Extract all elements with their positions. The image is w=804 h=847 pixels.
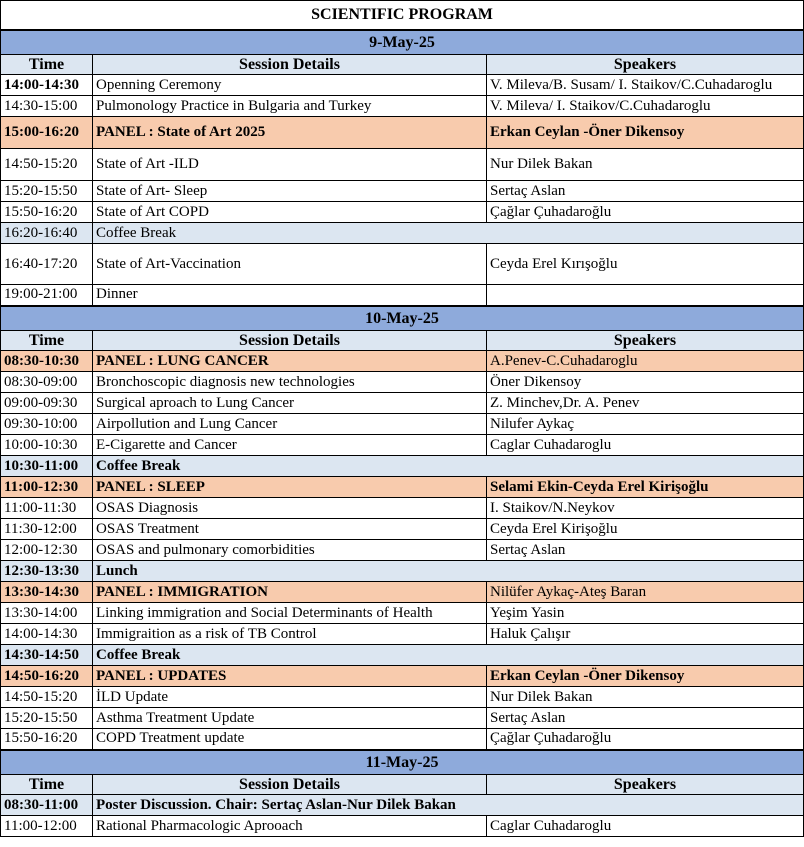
- session-row: [1, 75, 804, 96]
- session-row: [1, 149, 804, 181]
- session-time: 14:30-14:50: [1, 645, 93, 666]
- session-details: Pulmonology Practice in Bulgaria and Turkey: [93, 96, 487, 117]
- session-speakers: Çağlar Çuhadaroğlu: [487, 729, 804, 750]
- session-speakers: Nur Dilek Bakan: [487, 149, 804, 181]
- session-row: [1, 519, 804, 540]
- session-details: Asthma Treatment Update: [93, 708, 487, 729]
- session-time: 09:00-09:30: [1, 393, 93, 414]
- column-header-row: [1, 331, 804, 351]
- column-header-speakers: Speakers: [487, 775, 804, 795]
- session-speakers: Ceyda Erel Kirişoğlu: [487, 519, 804, 540]
- column-header-time: Time: [1, 775, 93, 795]
- program-title: SCIENTIFIC PROGRAM: [1, 1, 804, 30]
- session-time: 08:30-11:00: [1, 795, 93, 816]
- session-speakers: Caglar Cuhadaroglu: [487, 435, 804, 456]
- session-speakers: Z. Minchev,Dr. A. Penev: [487, 393, 804, 414]
- column-header-speakers: Speakers: [487, 55, 804, 75]
- session-row: [1, 285, 804, 306]
- session-details: Openning Ceremony: [93, 75, 487, 96]
- session-details: PANEL : SLEEP: [93, 477, 487, 498]
- break-row: [1, 223, 804, 244]
- session-row: [1, 624, 804, 645]
- panel-row: [1, 582, 804, 603]
- day-date: 11-May-25: [1, 750, 804, 775]
- session-details: Coffee Break: [93, 223, 804, 244]
- panel-row: [1, 666, 804, 687]
- day-date: 10-May-25: [1, 306, 804, 331]
- session-speakers: Caglar Cuhadaroglu: [487, 816, 804, 837]
- session-details: Surgical aproach to Lung Cancer: [93, 393, 487, 414]
- day-date: 9-May-25: [1, 30, 804, 55]
- column-header-time: Time: [1, 331, 93, 351]
- session-time: 13:30-14:30: [1, 582, 93, 603]
- session-time: 11:00-12:00: [1, 816, 93, 837]
- column-header-row: [1, 775, 804, 795]
- session-row: [1, 181, 804, 202]
- column-header-time: Time: [1, 55, 93, 75]
- session-time: 15:50-16:20: [1, 729, 93, 750]
- session-row: [1, 708, 804, 729]
- session-row: [1, 372, 804, 393]
- session-details: State of Art -ILD: [93, 149, 487, 181]
- day-header-row: [1, 750, 804, 775]
- session-row: [1, 393, 804, 414]
- session-time: 14:00-14:30: [1, 75, 93, 96]
- session-speakers: Haluk Çalışır: [487, 624, 804, 645]
- session-speakers: Sertaç Aslan: [487, 181, 804, 202]
- break-row: [1, 645, 804, 666]
- session-speakers: Öner Dikensoy: [487, 372, 804, 393]
- session-row: [1, 435, 804, 456]
- session-speakers: Erkan Ceylan -Öner Dikensoy: [487, 117, 804, 149]
- session-details: İLD Update: [93, 687, 487, 708]
- session-time: 11:00-12:30: [1, 477, 93, 498]
- panel-row: [1, 351, 804, 372]
- session-speakers: I. Staikov/N.Neykov: [487, 498, 804, 519]
- session-time: 15:20-15:50: [1, 708, 93, 729]
- session-details: E-Cigarette and Cancer: [93, 435, 487, 456]
- session-time: 14:30-15:00: [1, 96, 93, 117]
- session-row: [1, 687, 804, 708]
- session-details: Lunch: [93, 561, 804, 582]
- session-time: 14:50-15:20: [1, 149, 93, 181]
- session-speakers: A.Penev-C.Cuhadaroglu: [487, 351, 804, 372]
- session-details: Dinner: [93, 285, 487, 306]
- program-table-body: [1, 1, 804, 837]
- session-time: 16:20-16:40: [1, 223, 93, 244]
- session-speakers: Nilufer Aykaç: [487, 414, 804, 435]
- session-details: Airpollution and Lung Cancer: [93, 414, 487, 435]
- session-time: 15:20-15:50: [1, 181, 93, 202]
- session-speakers: Çağlar Çuhadaroğlu: [487, 202, 804, 223]
- session-time: 16:40-17:20: [1, 244, 93, 285]
- session-time: 14:00-14:30: [1, 624, 93, 645]
- session-details: Immigraition as a risk of TB Control: [93, 624, 487, 645]
- day-header-row: [1, 30, 804, 55]
- session-details: PANEL : IMMIGRATION: [93, 582, 487, 603]
- session-time: 14:50-16:20: [1, 666, 93, 687]
- session-time: 11:00-11:30: [1, 498, 93, 519]
- session-details: State of Art COPD: [93, 202, 487, 223]
- session-details: OSAS Diagnosis: [93, 498, 487, 519]
- poster-row: [1, 795, 804, 816]
- session-time: 15:00-16:20: [1, 117, 93, 149]
- session-speakers: Sertaç Aslan: [487, 540, 804, 561]
- title-row: [1, 1, 804, 30]
- session-details: Coffee Break: [93, 456, 804, 477]
- session-time: 10:30-11:00: [1, 456, 93, 477]
- session-speakers: Selami Ekin-Ceyda Erel Kirişoğlu: [487, 477, 804, 498]
- session-time: 08:30-09:00: [1, 372, 93, 393]
- day-header-row: [1, 306, 804, 331]
- session-details: Coffee Break: [93, 645, 804, 666]
- session-details: Linking immigration and Social Determinants of Health: [93, 603, 487, 624]
- panel-row: [1, 117, 804, 149]
- session-speakers: Yeşim Yasin: [487, 603, 804, 624]
- column-header-row: [1, 55, 804, 75]
- session-time: 12:30-13:30: [1, 561, 93, 582]
- session-speakers: Nilüfer Aykaç-Ateş Baran: [487, 582, 804, 603]
- session-time: 10:00-10:30: [1, 435, 93, 456]
- session-details: PANEL : LUNG CANCER: [93, 351, 487, 372]
- session-details: COPD Treatment update: [93, 729, 487, 750]
- session-time: 15:50-16:20: [1, 202, 93, 223]
- session-details: Poster Discussion. Chair: Sertaç Aslan-Nur Dilek Bakan: [93, 795, 804, 816]
- session-row: [1, 498, 804, 519]
- session-details: PANEL : State of Art 2025: [93, 117, 487, 149]
- session-speakers: V. Mileva/ I. Staikov/C.Cuhadaroglu: [487, 96, 804, 117]
- session-time: 09:30-10:00: [1, 414, 93, 435]
- session-row: [1, 729, 804, 750]
- session-time: 12:00-12:30: [1, 540, 93, 561]
- session-speakers: [487, 285, 804, 306]
- break-row: [1, 561, 804, 582]
- session-speakers: Erkan Ceylan -Öner Dikensoy: [487, 666, 804, 687]
- session-details: Bronchoscopic diagnosis new technologies: [93, 372, 487, 393]
- panel-row: [1, 477, 804, 498]
- session-speakers: Sertaç Aslan: [487, 708, 804, 729]
- column-header-speakers: Speakers: [487, 331, 804, 351]
- session-speakers: Ceyda Erel Kırışoğlu: [487, 244, 804, 285]
- session-time: 11:30-12:00: [1, 519, 93, 540]
- session-details: OSAS Treatment: [93, 519, 487, 540]
- session-row: [1, 414, 804, 435]
- session-row: [1, 244, 804, 285]
- session-time: 19:00-21:00: [1, 285, 93, 306]
- session-speakers: Nur Dilek Bakan: [487, 687, 804, 708]
- session-speakers: V. Mileva/B. Susam/ I. Staikov/C.Cuhadaroglu: [487, 75, 804, 96]
- column-header-session: Session Details: [93, 775, 487, 795]
- session-row: [1, 603, 804, 624]
- session-row: [1, 816, 804, 837]
- session-details: PANEL : UPDATES: [93, 666, 487, 687]
- column-header-session: Session Details: [93, 55, 487, 75]
- session-time: 08:30-10:30: [1, 351, 93, 372]
- column-header-session: Session Details: [93, 331, 487, 351]
- session-row: [1, 96, 804, 117]
- session-time: 14:50-15:20: [1, 687, 93, 708]
- break-row: [1, 456, 804, 477]
- session-row: [1, 202, 804, 223]
- session-details: Rational Pharmacologic Aprooach: [93, 816, 487, 837]
- session-details: State of Art-Vaccination: [93, 244, 487, 285]
- session-details: OSAS and pulmonary comorbidities: [93, 540, 487, 561]
- session-details: State of Art- Sleep: [93, 181, 487, 202]
- session-row: [1, 540, 804, 561]
- session-time: 13:30-14:00: [1, 603, 93, 624]
